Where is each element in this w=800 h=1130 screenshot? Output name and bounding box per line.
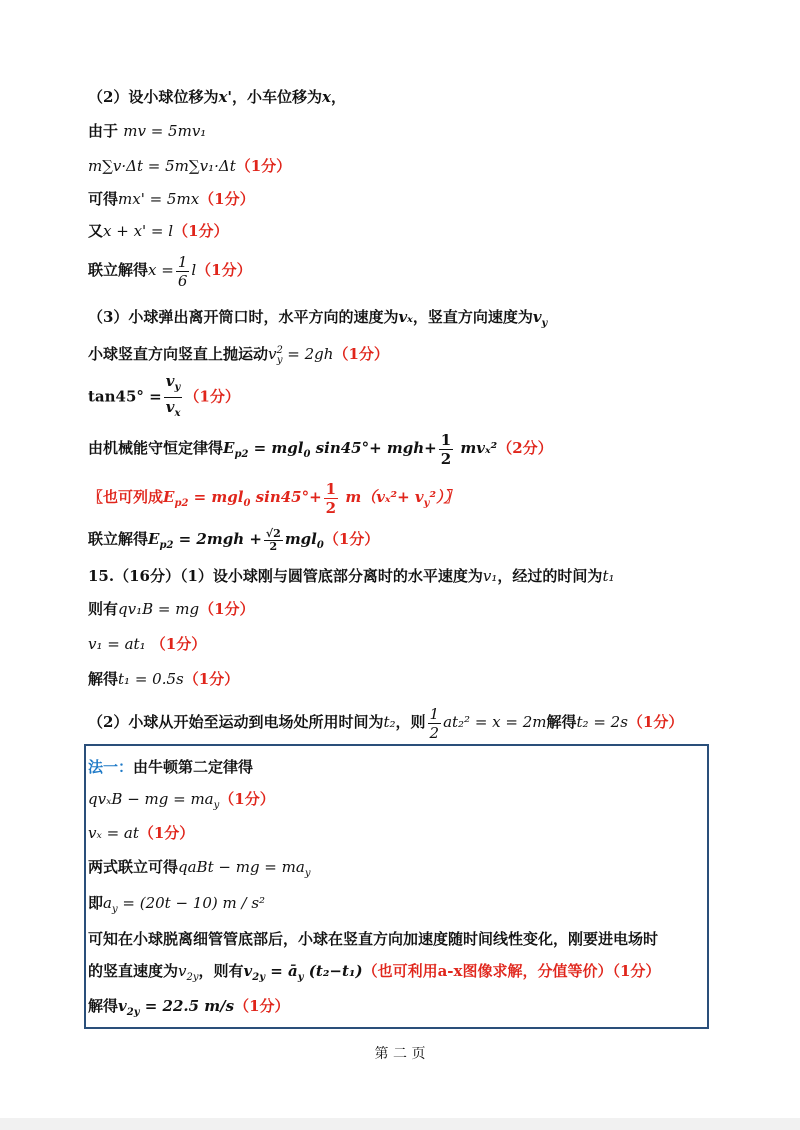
- denominator: 2: [429, 723, 440, 742]
- text: 则有: [88, 600, 119, 618]
- text-line-energy: [88, 428, 553, 475]
- score-mark: （1分）: [234, 997, 290, 1015]
- box-line-ay: [88, 892, 265, 921]
- subscript: x: [174, 408, 181, 419]
- subscript: 2y: [252, 972, 266, 983]
- text: 由于: [88, 122, 119, 140]
- text-line-q15-part2: [88, 700, 683, 744]
- text: ，则有: [198, 962, 244, 980]
- fraction: [176, 253, 190, 290]
- equation: mv = 5mv₁: [123, 122, 207, 140]
- text-line-tan: [88, 372, 240, 423]
- text: ，: [330, 88, 346, 106]
- numerator: 1: [429, 704, 440, 723]
- numerator: 1: [440, 430, 452, 449]
- subscript: 2y: [126, 1007, 140, 1018]
- text: 又: [88, 222, 104, 240]
- text-line-q3-intro: [88, 306, 547, 335]
- text-line-solve-x: [88, 250, 252, 290]
- text: （2）小球从开始至运动到电场处所用时间为: [88, 713, 384, 731]
- text: tan45° =: [88, 387, 162, 406]
- math: v: [178, 962, 187, 980]
- text-line-q2-intro: [88, 86, 346, 108]
- equation: vₓ = at: [88, 824, 139, 842]
- text: 〖也可列成: [88, 488, 164, 506]
- math: t₁: [602, 567, 615, 585]
- text: 的竖直速度为: [88, 962, 179, 980]
- math: = mgl: [188, 488, 244, 506]
- text: ，则: [395, 713, 426, 731]
- text-line-sum-length: [88, 220, 229, 242]
- math: m（vₓ²+ v: [340, 488, 424, 506]
- score-mark: （1分）: [627, 713, 684, 731]
- text: ，经过的时间为: [497, 567, 603, 585]
- math: x': [218, 88, 232, 106]
- subscript: y: [304, 868, 311, 879]
- equation: l: [191, 261, 197, 279]
- equation: qv₁B = mg: [118, 600, 200, 618]
- fraction: [164, 372, 183, 423]
- math: mvₓ²: [455, 439, 498, 457]
- score-mark: （1分）: [323, 530, 380, 548]
- subscript: y: [174, 382, 181, 393]
- box-line-vx: [88, 822, 194, 844]
- text-line-q15-intro: [88, 565, 614, 587]
- text: 可得: [88, 190, 119, 208]
- bottom-bar: [0, 1118, 800, 1130]
- numerator: 1: [325, 479, 337, 498]
- math: a: [103, 894, 112, 912]
- subscript: y: [111, 904, 118, 915]
- text: （2）设小球位移为: [88, 88, 219, 106]
- math: = mgl: [248, 439, 304, 457]
- subscript: p2: [234, 449, 249, 460]
- score-mark: （2分）: [497, 439, 553, 457]
- denominator: 2: [440, 449, 452, 468]
- text: ，小车位移为: [232, 88, 323, 106]
- subscript: 0: [303, 449, 311, 460]
- subscript: y: [541, 318, 548, 329]
- equation: v₁ = at₁: [88, 635, 146, 653]
- score-mark: （1分）: [145, 635, 207, 653]
- fraction: [428, 705, 442, 742]
- box-line-combine: [88, 856, 310, 885]
- subscript: 0: [316, 540, 324, 551]
- superscript: 2: [276, 345, 283, 356]
- text-line-velocity: [88, 633, 206, 655]
- score-mark: （1分）: [219, 790, 275, 808]
- text: v: [165, 398, 175, 416]
- box-line-explanation: [88, 928, 658, 950]
- equation: qaBt − mg = ma: [178, 858, 305, 876]
- text: 联立解得: [88, 261, 149, 279]
- fraction: [324, 480, 338, 517]
- math: sin45°+: [250, 488, 322, 506]
- text: 即: [88, 894, 104, 912]
- score-mark: （1分）: [333, 345, 389, 363]
- equation: = 2gh: [282, 345, 334, 363]
- text-line-vertical-motion: [88, 340, 389, 372]
- text: v: [165, 372, 175, 390]
- text: 可知在小球脱离细管管底部后，小球在竖直方向加速度随时间线性变化，刚要进电场时: [88, 930, 659, 948]
- page-number: 第 二 页: [374, 1046, 426, 1062]
- math: t₂: [383, 713, 396, 731]
- text-line-force-balance: [88, 598, 255, 620]
- score-mark: （1分）: [183, 670, 240, 688]
- box-line-solve-v2y: [88, 995, 290, 1024]
- equation: qvₓB − mg = ma: [88, 790, 214, 808]
- math: v₁: [482, 567, 498, 585]
- method-label: 法一：: [88, 758, 134, 776]
- equation: = (20t − 10) m / s²: [117, 894, 266, 912]
- math: sin45°+ mgh+: [310, 439, 437, 457]
- math: mgl: [284, 530, 317, 548]
- subscript: y: [213, 800, 220, 811]
- denominator: 2: [325, 498, 337, 517]
- denominator: 2: [269, 539, 278, 553]
- text-line-momentum: [88, 120, 206, 142]
- math: E: [163, 488, 175, 506]
- math: v: [118, 997, 127, 1015]
- score-mark: （1分）: [173, 222, 229, 240]
- numerator: √2: [265, 526, 281, 540]
- subscript: y: [423, 498, 430, 509]
- box-line-newton: [88, 788, 275, 817]
- equation: t₂ = 2s: [576, 713, 628, 731]
- subscript: 2y: [186, 972, 199, 983]
- text: ，竖直方向速度为: [412, 308, 533, 326]
- math: x: [322, 88, 331, 106]
- subscript: p2: [159, 540, 174, 551]
- math: = 2mgh +: [173, 530, 262, 548]
- equation: x + x' = l: [103, 222, 174, 240]
- math: ²）〗: [429, 488, 459, 506]
- subscript: y: [276, 355, 283, 366]
- equation: t₁ = 0.5s: [118, 670, 184, 688]
- math: vₓ: [398, 308, 413, 326]
- fraction: [439, 431, 453, 468]
- denominator: [164, 398, 183, 423]
- numerator: [164, 372, 183, 398]
- text: 15.（16分）（1）设小球刚与圆管底部分离时的水平速度为: [88, 567, 483, 585]
- equation: m∑v·Δt = 5m∑v₁·Δt: [88, 157, 236, 175]
- numerator: 1: [177, 252, 188, 271]
- score-mark: （1分）: [184, 387, 240, 406]
- denominator: 6: [177, 271, 188, 290]
- text: （3）小球弹出离开筒口时，水平方向的速度为: [88, 308, 399, 326]
- math: E: [148, 530, 160, 548]
- text-line-solve-t1: [88, 668, 239, 690]
- text: 两式联立可得: [88, 858, 179, 876]
- subscript: p2: [174, 498, 189, 509]
- equation: at₂² = x = 2m: [443, 713, 547, 731]
- math: v: [532, 308, 542, 326]
- score-mark: （1分）: [196, 261, 252, 279]
- subscript: 0: [243, 498, 251, 509]
- text: 由机械能守恒定律得: [88, 439, 224, 457]
- equation: x =: [148, 261, 174, 279]
- text: 由牛顿第二定律得: [133, 758, 254, 776]
- text-line-sum: [88, 155, 291, 177]
- equation: v: [268, 345, 277, 363]
- math: = 22.5 m/s: [139, 997, 235, 1015]
- box-title: [88, 756, 253, 778]
- score-mark: （1分）: [612, 962, 661, 980]
- score-mark: （1分）: [199, 600, 255, 618]
- text-line-alternative: [88, 477, 459, 524]
- text: 解得: [546, 713, 577, 731]
- math: v: [243, 962, 253, 980]
- math: E: [223, 439, 235, 457]
- score-mark: （1分）: [235, 157, 292, 175]
- text: 解得: [88, 997, 119, 1015]
- text-line-solve-ep: [88, 522, 379, 563]
- math: (t₂−t₁): [303, 962, 363, 980]
- box-line-v2y: [88, 960, 660, 989]
- fraction: [264, 528, 283, 553]
- subscript: y: [297, 972, 304, 983]
- math: = ā: [265, 962, 298, 980]
- text: 解得: [88, 670, 119, 688]
- alternative-note: （也可利用a-x图像求解，分值等价）: [362, 962, 613, 980]
- score-mark: （1分）: [199, 190, 255, 208]
- text: 小球竖直方向竖直上抛运动: [88, 345, 269, 363]
- text: 联立解得: [88, 530, 149, 548]
- text-line-result: [88, 188, 255, 210]
- score-mark: （1分）: [138, 824, 195, 842]
- equation: mx' = 5mx: [118, 190, 200, 208]
